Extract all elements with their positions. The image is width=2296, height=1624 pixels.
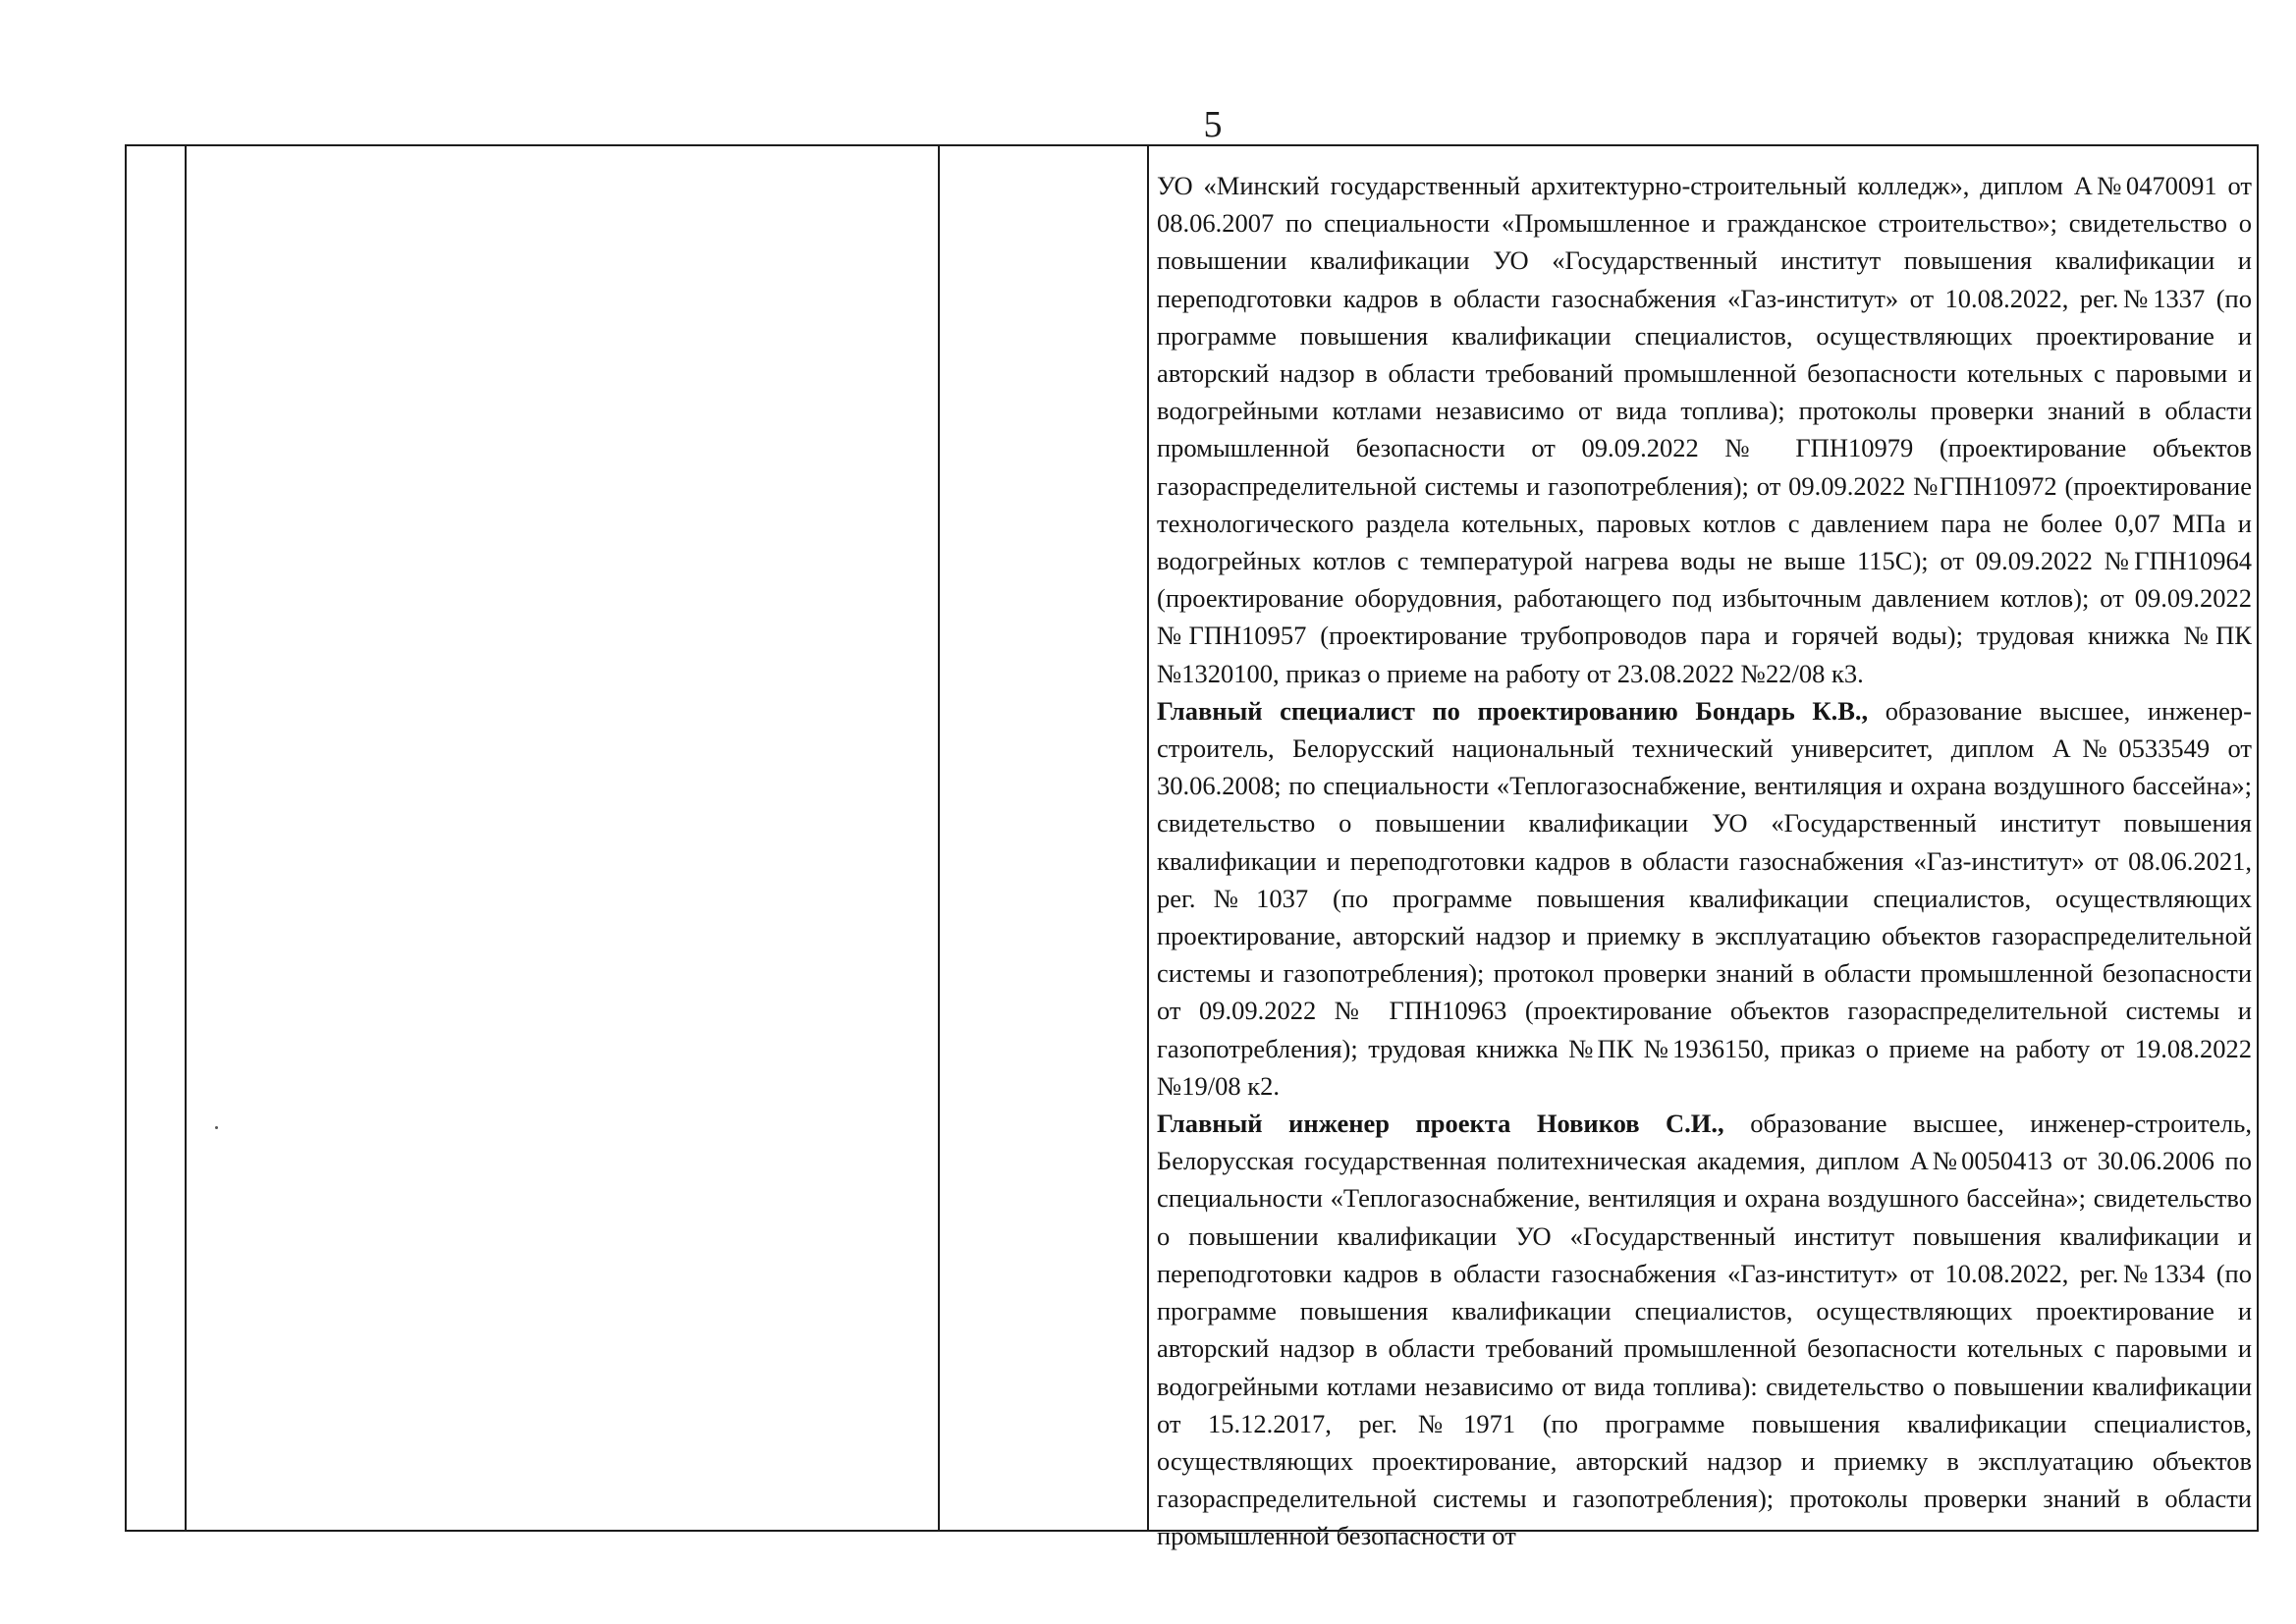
entry-2-text: образование высшее, инженер-строитель, Белорусский национальный технический университет, диплом А№0533549 от 30.06.2008; по специальности «Теплогазоснабжение, вентиляция и охрана воздушного бассейна»; свидетельство о повышении квалификации УО «Государственный институт повышения квалификации и переподготовки кадров в области газоснабжения «Газ-институт» от 08.06.2021, рег.№1037 (по программе повышения квалификации специалистов, осуществляющих проектирование, авторский надзор и приемку в эксплуатацию объектов газораспределительной системы и газопотребления); протокол проверки знаний в области промышленной безопасности от 09.09.2022 № ГПН10963 (проектирование объектов газораспределительной системы и газопотребления); трудовая книжка №ПК №1936150, приказ о приеме на работу от 19.08.2022 №19/08 к2. — [1157, 695, 2252, 1101]
entry-3-heading: Главный инженер проекта Новиков С.И., — [1157, 1109, 1724, 1139]
column-divider-1 — [185, 144, 187, 1532]
entry-3-text: образование высшее, инженер-строитель, Белорусская государственная политехническая академия, диплом А№0050413 от 30.06.2006 по специальности «Теплогазоснабжение, вентиляция и охрана воздушного бассейна»; свидетельство о повышении квалификации УО «Государственный институт повышения квалификации и переподготовки кадров в области газоснабжения «Газ-институт» от 10.08.2022, рег.№1334 (по программе повышения квалификации специалистов, осуществляющих проектирование и авторский надзор в области требований промышленной безопасности котельных с паровыми и водогрейными котлами независимо от вида топлива): свидетельство о повышении квалификации от 15.12.2017, рег.№1971 (по программе повышения квалификации специалистов, осуществляющих проектирование, авторский надзор и приемку в эксплуатацию объектов газораспределительной системы и газопотребления); протоколы проверки знаний в области промышленной безопасности от — [1157, 1109, 2252, 1551]
entry-2 — [1157, 692, 2252, 1105]
column-divider-3 — [1147, 144, 1149, 1532]
entry-1 — [1157, 167, 2252, 692]
entry-1-text: УО «Минский государственный архитектурно-строительный колледж», диплом А№0470091 от 08.06.2007 по специальности «Промышленное и гражданское строительство»; свидетельство о повышении квалификации УО «Государственный институт повышения квалификации и переподготовки кадров в области газоснабжения «Газ-институт» от 10.08.2022, рег.№1337 (по программе повышения квалификации специалистов, осуществляющих проектирование и авторский надзор в области требований промышленной безопасности котельных с паровыми и водогрейными котлами независимо от вида топлива); протоколы проверки знаний в области промышленной безопасности от 09.09.2022 № ГПН10979 (проектирование объектов газораспределительной системы и газопотребления); от 09.09.2022 №ГПН10972 (проектирование технологического раздела котельных, паровых котлов с давлением пара не более 0,07 МПа и водогрейных котлов с температурой нагрева воды не выше 115С); от 09.09.2022 №ГПН10964 (проектирование оборудовния, работающего под избыточным давлением котлов); от 09.09.2022 №ГПН10957 (проектирование трубопроводов пара и горячей воды); трудовая книжка №ПК №1320100, приказ о приеме на работу от 23.08.2022 №22/08 к3. — [1157, 171, 2252, 688]
entry-3 — [1157, 1105, 2252, 1554]
column-divider-2 — [938, 144, 940, 1532]
scan-speck — [215, 1126, 218, 1129]
staff-qualifications-cell — [1157, 167, 2252, 1551]
page-number: 5 — [1203, 104, 1223, 145]
entry-2-heading: Главный специалист по проектированию Бондарь К.В., — [1157, 695, 1869, 726]
